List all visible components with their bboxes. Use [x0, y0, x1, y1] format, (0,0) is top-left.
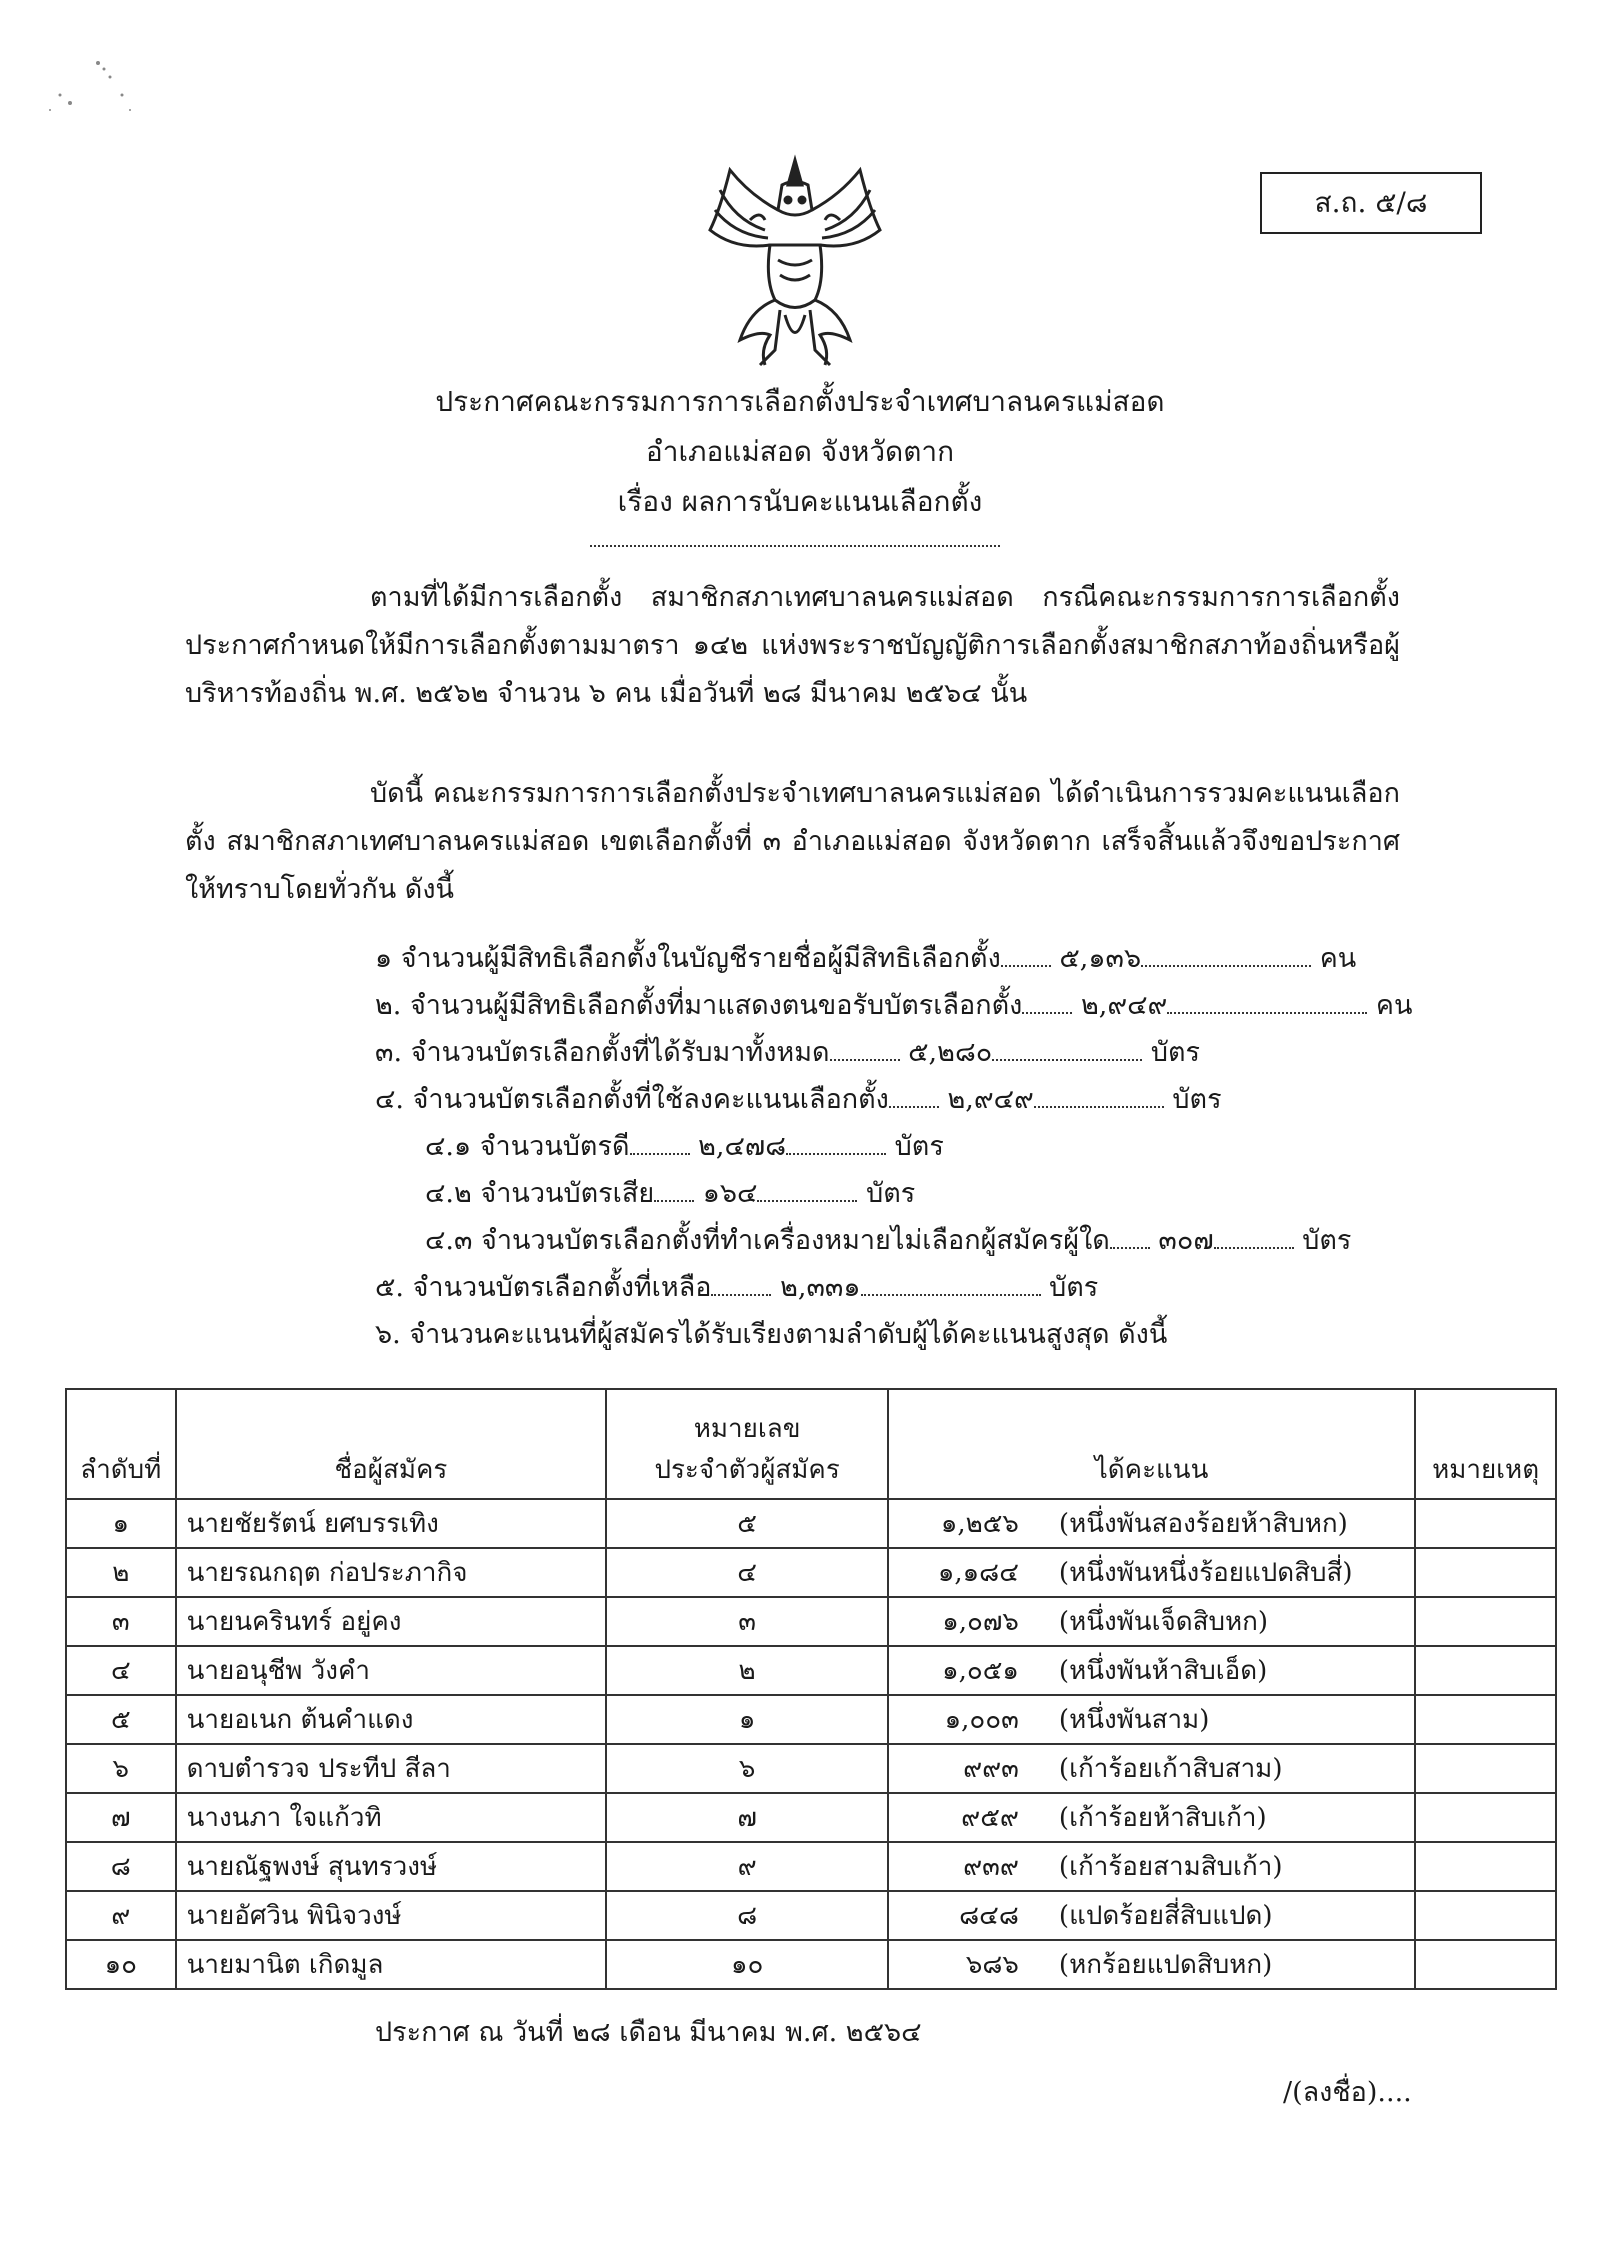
cell-name: นางนภา ใจแก้วทิ — [176, 1793, 607, 1842]
cell-note — [1415, 1793, 1556, 1842]
col-votes-header: ได้คะแนน — [888, 1389, 1415, 1499]
header-line-1: ประกาศคณะกรรมการการเลือกตั้งประจำเทศบาลนครแม่สอด — [435, 385, 1165, 418]
cell-name: นายอเนก ต้นคำแดง — [176, 1695, 607, 1744]
cell-number: ๒ — [606, 1646, 888, 1695]
cell-votes: ๑,๒๕๖ (หนึ่งพันสองร้อยห้าสิบหก) — [888, 1499, 1415, 1548]
stat-votes-heading: ๖. จำนวนคะแนนที่ผู้สมัครได้รับเรียงตามลำดับผู้ได้คะแนนสูงสุด ดังนี้ — [375, 1319, 1168, 1350]
cell-name: นายนครินทร์ อยู่คง — [176, 1597, 607, 1646]
stat-unit: บัตร — [1049, 1272, 1099, 1303]
form-code: ส.ถ. ๕/๘ — [1314, 186, 1428, 219]
cell-rank: ๑๐ — [66, 1940, 176, 1989]
scan-noise — [30, 55, 140, 125]
cell-note — [1415, 1548, 1556, 1597]
intro-paragraph-2 — [185, 770, 1400, 914]
stat-voters-present: ๒. จำนวนผู้มีสิทธิเลือกตั้งที่มาแสดงตนขอรับบัตรเลือกตั้ง ๒,๙๔๙ คน — [375, 990, 1413, 1021]
cell-rank: ๔ — [66, 1646, 176, 1695]
cell-name: นายชัยรัตน์ ยศบรรเทิง — [176, 1499, 607, 1548]
cell-number: ๘ — [606, 1891, 888, 1940]
cell-votes: ๑,๐๐๓ (หนึ่งพันสาม) — [888, 1695, 1415, 1744]
stat-value: ๕,๑๓๖ — [1059, 943, 1142, 974]
cell-name: นายมานิต เกิดมูล — [176, 1940, 607, 1989]
cell-number: ๗ — [606, 1793, 888, 1842]
cell-name: ดาบตำรวจ ประทีป สีลา — [176, 1744, 607, 1793]
table-row — [66, 1597, 1556, 1646]
stat-value: ๓๐๗ — [1158, 1225, 1214, 1256]
cell-rank: ๕ — [66, 1695, 176, 1744]
cell-note — [1415, 1940, 1556, 1989]
stat-unit: บัตร — [1172, 1084, 1222, 1115]
intro-paragraph-1 — [185, 574, 1400, 718]
col-note-header: หมายเหตุ — [1415, 1389, 1556, 1499]
stat-spoiled-ballots: ๔.๒ จำนวนบัตรเสีย ๑๖๔ บัตร — [425, 1178, 916, 1209]
cell-votes: ๑,๐๕๑ (หนึ่งพันห้าสิบเอ็ด) — [888, 1646, 1415, 1695]
col-number-header: หมายเลข ประจำตัวผู้สมัคร — [606, 1389, 888, 1499]
stat-no-vote-ballots: ๔.๓ จำนวนบัตรเลือกตั้งที่ทำเครื่องหมายไม่เลือกผู้สมัครผู้ใด ๓๐๗ บัตร — [425, 1225, 1352, 1256]
cell-number: ๕ — [606, 1499, 888, 1548]
cell-number: ๖ — [606, 1744, 888, 1793]
cell-name: นายอนุชีพ วังคำ — [176, 1646, 607, 1695]
cell-note — [1415, 1842, 1556, 1891]
cell-number: ๑ — [606, 1695, 888, 1744]
cell-name: นายรณกฤต ก่อประภากิจ — [176, 1548, 607, 1597]
cell-note — [1415, 1695, 1556, 1744]
cell-rank: ๙ — [66, 1891, 176, 1940]
stat-unit: คน — [1319, 943, 1357, 974]
cell-note — [1415, 1891, 1556, 1940]
stat-unit: บัตร — [894, 1131, 944, 1162]
stat-eligible-voters: ๑ จำนวนผู้มีสิทธิเลือกตั้งในบัญชีรายชื่อผู้มีสิทธิเลือกตั้ง ๕,๑๓๖ คน — [375, 943, 1357, 974]
header-subject: เรื่อง ผลการนับคะแนนเลือกตั้ง — [617, 485, 983, 518]
stat-value: ๑๖๔ — [702, 1178, 758, 1209]
cell-votes: ๙๙๓ (เก้าร้อยเก้าสิบสาม) — [888, 1744, 1415, 1793]
signature-line: /(ลงชื่อ).... — [1283, 2077, 1412, 2108]
cell-votes: ๖๘๖ (หกร้อยแปดสิบหก) — [888, 1940, 1415, 1989]
stat-good-ballots: ๔.๑ จำนวนบัตรดี ๒,๔๗๘ บัตร — [425, 1131, 944, 1162]
table-row — [66, 1695, 1556, 1744]
garuda-emblem — [690, 150, 900, 380]
header-separator — [590, 545, 1000, 547]
cell-votes: ๙๕๙ (เก้าร้อยห้าสิบเก้า) — [888, 1793, 1415, 1842]
table-row — [66, 1891, 1556, 1940]
stat-ballots-remaining: ๕. จำนวนบัตรเลือกตั้งที่เหลือ ๒,๓๓๑ บัตร — [375, 1272, 1099, 1303]
stat-value: ๒,๙๔๙ — [947, 1084, 1034, 1115]
stat-value: ๒,๙๔๙ — [1080, 990, 1168, 1021]
stat-ballots-received: ๓. จำนวนบัตรเลือกตั้งที่ได้รับมาทั้งหมด ๕,๒๘๐ บัตร — [375, 1037, 1201, 1068]
stat-unit: บัตร — [866, 1178, 916, 1209]
cell-number: ๙ — [606, 1842, 888, 1891]
header-line-2: อำเภอแม่สอด จังหวัดตาก — [645, 435, 955, 468]
table-row — [66, 1793, 1556, 1842]
table-row — [66, 1548, 1556, 1597]
cell-votes: ๙๓๙ (เก้าร้อยสามสิบเก้า) — [888, 1842, 1415, 1891]
cell-votes: ๑,๑๘๔ (หนึ่งพันหนึ่งร้อยแปดสิบสี่) — [888, 1548, 1415, 1597]
stat-unit: บัตร — [1302, 1225, 1352, 1256]
stat-value: ๒,๓๓๑ — [780, 1272, 861, 1303]
form-code-box — [1260, 172, 1482, 234]
stat-value: ๕,๒๘๐ — [908, 1037, 993, 1068]
cell-rank: ๗ — [66, 1793, 176, 1842]
intro-text-1: ตามที่ได้มีการเลือกตั้ง สมาชิกสภาเทศบาลนครแม่สอด กรณีคณะกรรมการการเลือกตั้งประกาศกำหนดให้มีการเลือกตั้งตามมาตรา ๑๔๒ แห่งพระราชบัญญัติการเลือกตั้งสมาชิกสภาท้องถิ่นหรือผู้บริหารท้องถิ่น พ.ศ. ๒๕๖๒ จำนวน ๖ คน เมื่อวันที่ ๒๘ มีนาคม ๒๕๖๔ นั้น — [185, 582, 1400, 709]
table-row — [66, 1646, 1556, 1695]
cell-number: ๔ — [606, 1548, 888, 1597]
cell-number: ๓ — [606, 1597, 888, 1646]
cell-note — [1415, 1646, 1556, 1695]
cell-name: นายอัศวิน พินิจวงษ์ — [176, 1891, 607, 1940]
col-name-header: ชื่อผู้สมัคร — [176, 1389, 607, 1499]
stat-value: ๒,๔๗๘ — [698, 1131, 787, 1162]
stat-unit: คน — [1375, 990, 1413, 1021]
results-table — [65, 1388, 1557, 1990]
cell-rank: ๓ — [66, 1597, 176, 1646]
table-row — [66, 1842, 1556, 1891]
intro-text-2: บัดนี้ คณะกรรมการการเลือกตั้งประจำเทศบาลนครแม่สอด ได้ดำเนินการรวมคะแนนเลือกตั้ง สมาชิกสภาเทศบาลนครแม่สอด เขตเลือกตั้งที่ ๓ อำเภอแม่สอด จังหวัดตาก เสร็จสิ้นแล้วจึงขอประกาศ ให้ทราบโดยทั่วกัน ดังนี้ — [185, 778, 1400, 905]
table-row — [66, 1744, 1556, 1793]
col-rank-header: ลำดับที่ — [66, 1389, 176, 1499]
cell-rank: ๘ — [66, 1842, 176, 1891]
cell-note — [1415, 1744, 1556, 1793]
cell-note — [1415, 1597, 1556, 1646]
cell-rank: ๒ — [66, 1548, 176, 1597]
stats-list — [375, 935, 1412, 1358]
cell-rank: ๑ — [66, 1499, 176, 1548]
table-row — [66, 1499, 1556, 1548]
cell-number: ๑๐ — [606, 1940, 888, 1989]
stat-ballots-used: ๔. จำนวนบัตรเลือกตั้งที่ใช้ลงคะแนนเลือกตั้ง ๒,๙๔๙ บัตร — [375, 1084, 1222, 1115]
stat-unit: บัตร — [1150, 1037, 1201, 1068]
table-row — [66, 1940, 1556, 1989]
cell-note — [1415, 1499, 1556, 1548]
table-header-row — [66, 1389, 1556, 1499]
cell-rank: ๖ — [66, 1744, 176, 1793]
cell-votes: ๘๔๘ (แปดร้อยสี่สิบแปด) — [888, 1891, 1415, 1940]
cell-name: นายณัฐพงษ์ สุนทรวงษ์ — [176, 1842, 607, 1891]
announcement-date: ประกาศ ณ วันที่ ๒๘ เดือน มีนาคม พ.ศ. ๒๕๖๔ — [375, 2017, 922, 2048]
cell-votes: ๑,๐๗๖ (หนึ่งพันเจ็ดสิบหก) — [888, 1597, 1415, 1646]
